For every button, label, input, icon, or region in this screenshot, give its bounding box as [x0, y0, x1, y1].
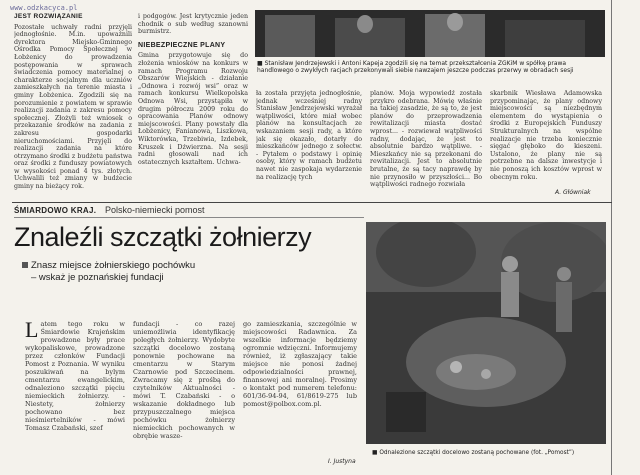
top-signature: A. Główniak: [555, 189, 591, 196]
top-column-4-text: planów. Moja wypowiedź została przykro odebrana. Mówię właśnie na takiej zasadzie, że są to, że jest planów do przeprowadzenia rewitalizacji miasta dostać wprost... - rozwiewał wątpliwości radny, dodając, że jest to absolutnie bardzo wątpliwe. - Mieszkańcy nie są przekonani do rewitalizacji. Jest to absolutnie brutalne, że są tacy naprawdę by nie przynosiło w przyszłości... Bo wątpliwości radnego rozwiała: [370, 90, 482, 189]
top-column-2-heading: NIEBEZPIECZNE PLANY: [138, 41, 226, 49]
deck-line-2: – wskaż je poznańskiej fundacji: [31, 271, 164, 283]
top-column-1: [14, 13, 132, 199]
excavation-photo-caption: ■ Odnalezione szczątki docelowo zostaną pochowane (fot. „Pomost”): [372, 450, 575, 456]
heading-rule: [14, 217, 364, 218]
watermark: www.odzkacyca.pl: [10, 4, 78, 12]
article-signature: I. Justyna: [328, 458, 356, 465]
article-divider: [12, 202, 612, 203]
bullet-square-icon: [22, 262, 28, 268]
article-column-1-text: atem tego roku w Śmiardowie Krajeńskim prowadzone były prace wykopaliskowe, prowadzone przez członków Fundacji Pomost z Poznania. W wyniku poszukiwań na bylym cmentarzu ewangelickim, odnaleziono szczątki pięciu niemieckich żołnierzy. - Niestety, żołnierzy pochowano bez nieśmiertelników - mówi Tomasz Czabański, szef: [25, 320, 125, 432]
dropcap: L: [25, 320, 39, 342]
excavation-photo: [366, 222, 606, 444]
article-column-3-text: go zamieszkania, szczególnie w miejscowości Radawnica. Za wszelkie informacje będziemy ogromnie wdzięczni. Informujemy również, iż zgłaszający takie miejsce nie ponosi żadnej odpowiedzialności prawnej, finansowej ani moralnej. Prosimy o kontakt pod numerem telefonu: 601/36-94-94, 61/8619-275 lub pomost@polbox.com.pl.: [243, 320, 357, 408]
top-photo: [255, 10, 605, 57]
section-label: ŚMIARDOWO KRAJ.: [14, 206, 97, 215]
top-column-2-text: Gmina przygotowuje się do złożenia wniosków na konkurs w ramach Programu Rozwoju Obszarów Wiejskich - działanie „Odnowa i rozwój wsi” oraz w ramach konkursu Wielkopolska Odnowa Wsi, przystąpiła w drugim półroczu 2009 roku do opracowania Planów odnowy miejscowości. Plany powstały dla Łobżenicy, Fanianowa, Liszkowa, Wiktorówka, Trzebiwia, Izdebek, Kruszek i Dźwierzna. Na sesji radni głosowali nad ich ostatecznych kształtem. Uchwa-: [138, 52, 248, 166]
deck-line-1: Znasz miejsce żołnierskiego pochówku: [31, 260, 196, 271]
article-headline: Znaleźli szczątki żołnierzy: [14, 222, 312, 252]
top-column-3-text: ła została przyjęta jednogłośnie, jednak wcześniej radny Stanisław Jendrzejewski wyrażał wątpliwości, które miał wobec planów na konsultacjach ze wskazaniem sesji rady, a które jak się okazało, dotarły do mieszkańców jednego z sołectw. - Pytałem o podstawy i opinię osoby, który w ramach budżetu nawet nie zaspokaja wydarzenie na realizację tych: [256, 90, 362, 181]
top-column-4: [370, 90, 482, 198]
article-column-2: [133, 320, 235, 468]
top-column-5: [490, 90, 602, 190]
article-column-1: [25, 320, 125, 468]
top-column-5-text: skarbnik Wiesława Adamowska przypominając, że plany odnowy miejscowości są niezbędnym elementem do wystąpienia o środki z Europejskich Funduszy Strukturalnych na wspólne realizacje nie trzeba koniecznie sięgać głęboko do kieszeni. Ustalono, że plany nie są potrzebne na dalsze inwestycje i nie ponoszą ich kosztów wprost w obecnym roku.: [490, 90, 602, 181]
article-kicker: Polsko-niemiecki pomost: [105, 205, 205, 215]
article-deck: [22, 260, 352, 283]
top-column-2: [138, 13, 248, 199]
top-column-3: [256, 90, 362, 198]
article-column-3: [243, 320, 357, 456]
right-margin-rule: [611, 0, 612, 475]
excavation-photo-illustration: [366, 222, 606, 444]
top-column-1-heading: JEST ROZWIĄZANIE: [14, 13, 83, 20]
session-photo-illustration: [255, 10, 605, 57]
top-column-1-text: Pozostałe uchwały radni przyjęli jednogłośnie. M.in. upoważnili dyrektora Miejsko-Gminnego Ośrodka Pomocy Społecznej w Łobżenicy do prowadzenia postępowania w sprawach świadczenia pomocy materialnej o charakterze socjalnym dla uczniów zamieszkałych na terenie miasta i gminy Łobżenica. Zgodzili się na porozumienie z powiatem w sprawie realizacji zadania z zakresu pomocy społecznej. Złożyli też wniosek o przekazanie środków na zadania z zakresu gospodarki nieruchomościami. Przyjęli do realizacji zadania na które otrzymano środki z budżetu państwa oraz środki z funduszy powiatowych w wysokości ponad 4 tys. złotych. Uchwalili też zmiany w budżecie gminy na bieżący rok.: [14, 23, 132, 191]
article-column-2-text: fundacji - co razej uniemożliwia identyfikację poległych żołnierzy. Wydobyte szczątki docelowo zostaną ponownie pochowane na cmentarzu w Starym Czarnowie pod Szczecinem. Zwracamy się z prośbą do czytelników Aktualności - mówi T. Czabański - o wskazanie dokładnego lub przypuszczalnego miejsca pochówku żołnierzy niemieckich pochowanych w obrębie wasze-: [133, 320, 235, 440]
top-photo-caption: ■ Stanisław Jendrzejewski i Antoni Kapeja zgodzili się na temat przekształcenia ZGKiM w spółkę prawa handlowego o zwykłych racjach przekonywali siebie nawzajem jeszcze podczas przerwy w obradach sesji: [257, 60, 574, 74]
top-column-2-lead: i podgogów. Jest krytycznie jeden chodnik o sub według szanowni burmistrz.: [138, 13, 248, 36]
